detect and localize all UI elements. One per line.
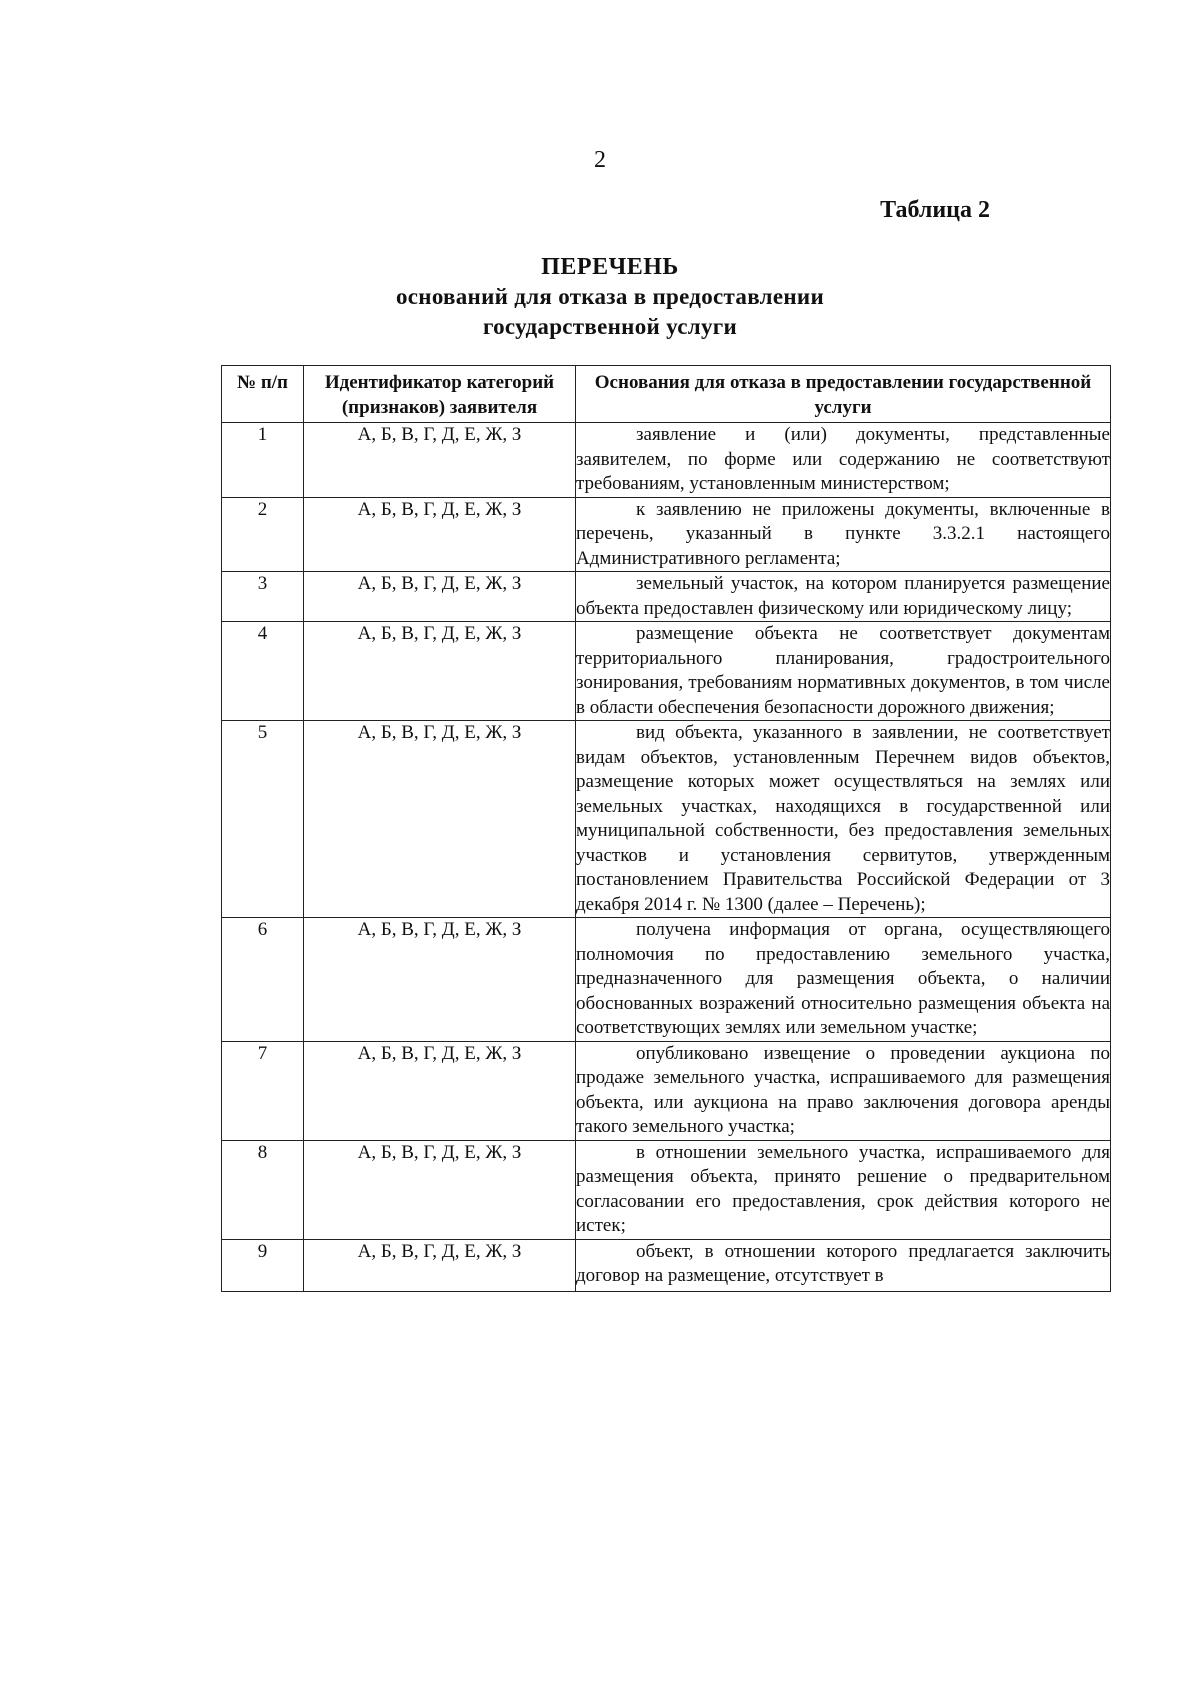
title-line-1: ПЕРЕЧЕНЬ [541,254,679,280]
row-category: А, Б, В, Г, Д, Е, Ж, З [304,918,576,1042]
table-row [222,622,1111,721]
row-reason: заявление и (или) документы, представленные заявителем, по форме или содержанию не соответствуют требованиям, установленным министерством; [576,423,1111,498]
row-reason: размещение объекта не соответствует документам территориального планирования, градостроительного зонирования, требованиям нормативных документов, в том числе в области обеспечения безопасности дорожного движения; [576,622,1111,721]
row-category: А, Б, В, Г, Д, Е, Ж, З [304,1041,576,1140]
row-category: А, Б, В, Г, Д, Е, Ж, З [304,721,576,918]
row-reason: получена информация от органа, осуществляющего полномочия по предоставлению земельного участка, предназначенного для размещения объекта, о наличии обоснованных возражений относительно размещения объекта на соответствующих землях или земельном участке; [576,918,1111,1042]
row-category: А, Б, В, Г, Д, Е, Ж, З [304,622,576,721]
table-row [222,1239,1111,1291]
header-category: Идентификатор категорий (признаков) заявителя [304,366,576,423]
table-row [222,572,1111,622]
row-num: 7 [222,1041,304,1140]
table-row [222,721,1111,918]
row-reason: объект, в отношении которого предлагается заключить договор на размещение, отсутствует в [576,1239,1111,1291]
row-category: А, Б, В, Г, Д, Е, Ж, З [304,1239,576,1291]
row-num: 4 [222,622,304,721]
row-num: 2 [222,497,304,572]
row-reason: в отношении земельного участка, испрашиваемого для размещения объекта, принято решение о предварительном согласовании его предоставления, срок действия которого не истек; [576,1140,1111,1239]
row-category: А, Б, В, Г, Д, Е, Ж, З [304,572,576,622]
row-num: 6 [222,918,304,1042]
grounds-table [221,365,1111,1292]
row-category: А, Б, В, Г, Д, Е, Ж, З [304,423,576,498]
table-row [222,1041,1111,1140]
row-num: 9 [222,1239,304,1291]
table-row [222,918,1111,1042]
row-num: 3 [222,572,304,622]
table-row [222,423,1111,498]
row-category: А, Б, В, Г, Д, Е, Ж, З [304,497,576,572]
row-num: 1 [222,423,304,498]
title-line-2: оснований для отказа в предоставлении [395,284,825,309]
row-reason: опубликовано извещение о проведении аукциона по продаже земельного участка, испрашиваемого для размещения объекта, или аукциона на право заключения договора аренды такого земельного участка; [576,1041,1111,1140]
page-number: 2 [594,147,606,173]
row-num: 8 [222,1140,304,1239]
title-line-3: государственной услуги [482,314,738,339]
header-reason: Основания для отказа в предоставлении государственной услуги [576,366,1111,423]
row-reason: вид объекта, указанного в заявлении, не соответствует видам объектов, установленным Перечнем видов объектов, размещение которых может осуществляться на землях или земельных участках, находящихся в государственной или муниципальной собственности, без предоставления земельных участков и установления сервитутов, утвержденным постановлением Правительства Российской Федерации от 3 декабря 2014 г. № 1300 (далее – Перечень); [576,721,1111,918]
row-category: А, Б, В, Г, Д, Е, Ж, З [304,1140,576,1239]
header-num: № п/п [222,366,304,423]
row-reason: земельный участок, на котором планируется размещение объекта предоставлен физическому или юридическому лицу; [576,572,1111,622]
table-header-row [222,366,1111,423]
table-row [222,497,1111,572]
row-reason: к заявлению не приложены документы, включенные в перечень, указанный в пункте 3.3.2.1 настоящего Административного регламента; [576,497,1111,572]
table-label: Таблица 2 [880,197,990,223]
document-title [0,252,1200,342]
row-num: 5 [222,721,304,918]
table-row [222,1140,1111,1239]
